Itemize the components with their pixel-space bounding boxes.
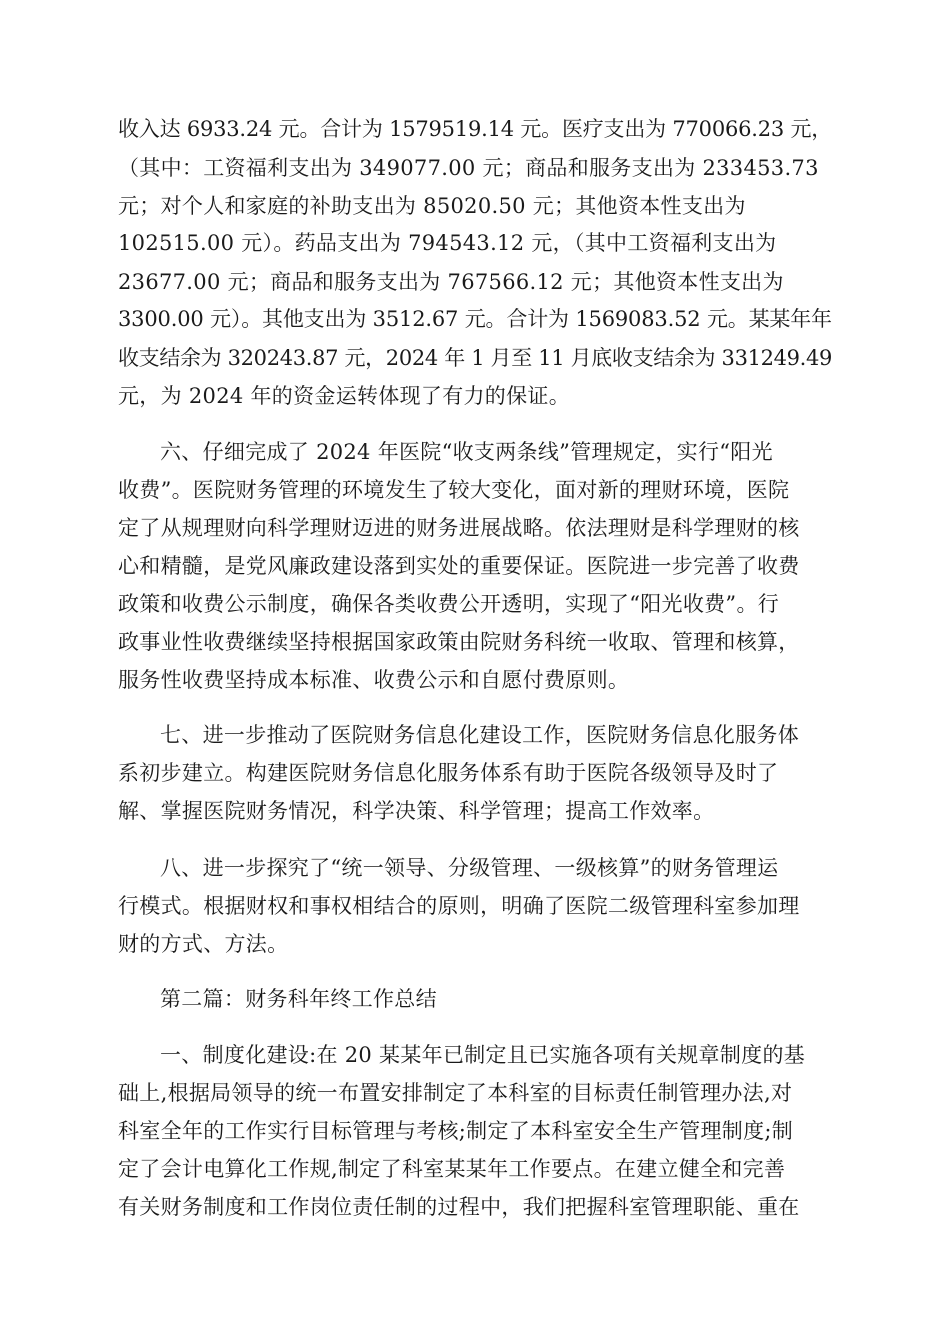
text-line: 有关财务制度和工作岗位责任制的过程中，我们把握科室管理职能、重在 [118,1195,800,1219]
paragraph-six-start: 六、仔细完成了 2024 年医院“收支两条线”管理规定，实行“阳光 [160,440,773,464]
text-line: 收支结余为 320243.87 元，2024 年 1 月至 11 月底收支结余为 331249.49 [118,346,833,370]
text-line: 服务性收费坚持成本标准、收费公示和自愿付费原则。 [118,668,630,692]
paragraph-seven-start: 七、进一步推动了医院财务信息化建设工作，医院财务信息化服务体 [160,723,799,747]
text-line: 系初步建立。构建医院财务信息化服务体系有助于医院各级领导及时了 [118,761,779,785]
paragraph-one-start: 一、制度化建设:在 20 某某年已制定且已实施各项有关规章制度的基 [160,1043,806,1067]
text-line: 定了从规理财向科学理财迈进的财务进展战略。依法理财是科学理财的核 [118,516,800,540]
text-line: 元，为 2024 年的资金运转体现了有力的保证。 [118,384,570,408]
text-line: 23677.00 元；商品和服务支出为 767566.12 元；其他资本性支出为 [118,270,784,294]
text-line: 收入达 6933.24 元。合计为 1579519.14 元。医疗支出为 770066.23 元， [118,117,833,141]
text-line: 财的方式、方法。 [118,932,289,956]
paragraph-eight-start: 八、进一步探究了“统一领导、分级管理、一级核算”的财务管理运 [160,856,779,880]
text-line: 行模式。根据财权和事权相结合的原则，明确了医院二级管理科室参加理 [118,894,800,918]
text-line: 科室全年的工作实行目标管理与考核;制定了本科室安全生产管理制度;制 [118,1119,794,1143]
section-heading: 第二篇：财务科年终工作总结 [160,987,437,1011]
text-line: 定了会计电算化工作规,制定了科室某某年工作要点。在建立健全和完善 [118,1157,786,1181]
text-line: 解、掌握医院财务情况，科学决策、科学管理；提高工作效率。 [118,799,715,823]
text-line: 政事业性收费继续坚持根据国家政策由院财务科统一收取、管理和核算， [118,630,800,654]
text-line: 心和精髓，是党风廉政建设落到实处的重要保证。医院进一步完善了收费 [118,554,800,578]
text-line: 3300.00 元）。其他支出为 3512.67 元。合计为 1569083.52 元。某某年年 [118,307,832,331]
text-line: 元；对个人和家庭的补助支出为 85020.50 元；其他资本性支出为 [118,194,746,218]
text-line: （其中：工资福利支出为 349077.00 元；商品和服务支出为 233453.73 [118,156,819,180]
text-line: 础上,根据局领导的统一布置安排制定了本科室的目标责任制管理办法,对 [118,1081,793,1105]
text-line: 102515.00 元）。药品支出为 794543.12 元，（其中工资福利支出为 [118,231,777,255]
text-line: 收费”。医院财务管理的环境发生了较大变化，面对新的理财环境，医院 [118,478,790,502]
text-line: 政策和收费公示制度，确保各类收费公开透明，实现了“阳光收费”。行 [118,592,780,616]
